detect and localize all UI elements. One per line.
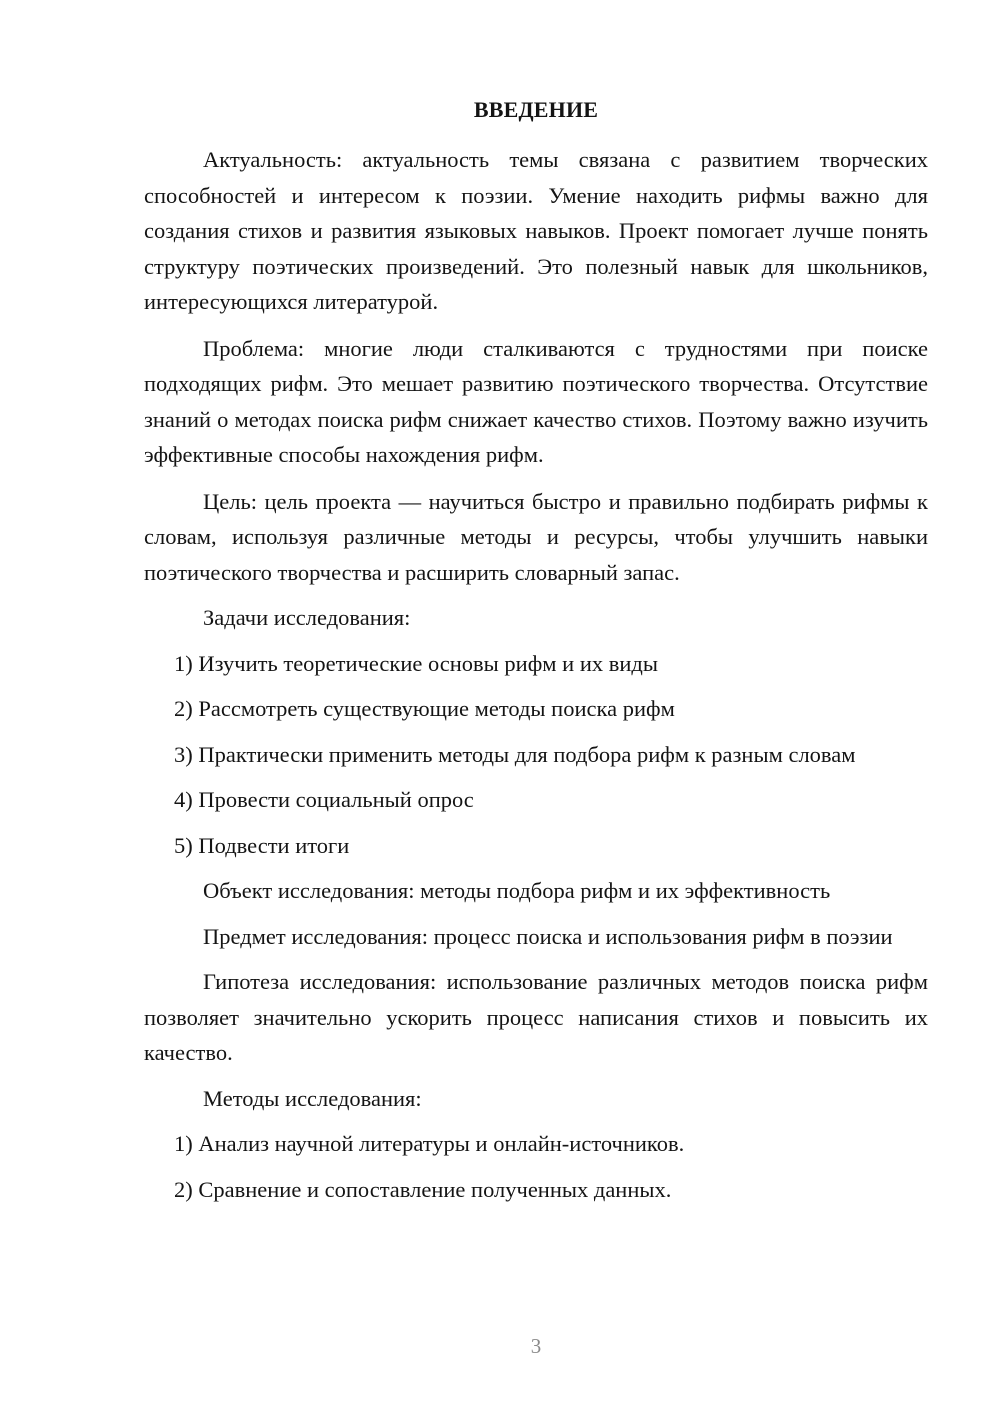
- method-item-2: 2) Сравнение и сопоставление полученных данных.: [174, 1176, 672, 1202]
- task-item-4: 4) Провести социальный опрос: [174, 787, 474, 812]
- document-body: [144, 142, 928, 1207]
- relevance-paragraph: Актуальность: актуальность темы связана с развитием творческих способностей и интересом к поэзии. Умение находить рифмы важно для создания стихов и развития языковых навыков. Проект помогает лучше понять структуру поэтических произведений. Это полезный навык для школьников, интересующихся литературой.: [144, 147, 928, 314]
- goal-paragraph: Цель: цель проекта — научиться быстро и правильно подбирать рифмы к словам, используя различные методы и ресурсы, чтобы улучшить навыки поэтического творчества и расширить словарный запас.: [144, 488, 928, 585]
- page-title: ВВЕДЕНИЕ: [473, 97, 599, 122]
- task-item-3: 3) Практически применить методы для подбора рифм к разным словам: [174, 741, 856, 767]
- task-item-1: 1) Изучить теоретические основы рифм и их виды: [174, 650, 658, 676]
- method-item-1: 1) Анализ научной литературы и онлайн-источников.: [174, 1131, 685, 1156]
- task-item-2: 2) Рассмотреть существующие методы поиска рифм: [174, 696, 675, 721]
- subject-paragraph: Предмет исследования: процесс поиска и использования рифм в поэзии: [203, 923, 893, 949]
- object-paragraph: Объект исследования: методы подбора рифм и их эффективность: [203, 878, 831, 903]
- tasks-heading: Задачи исследования:: [203, 605, 411, 630]
- page-number: 3: [530, 1334, 542, 1358]
- task-item-5: 5) Подвести итоги: [174, 832, 350, 858]
- methods-heading: Методы исследования:: [203, 1085, 422, 1111]
- hypothesis-paragraph: Гипотеза исследования: использование различных методов поиска рифм позволяет значительно ускорить процесс написания стихов и повысить их качество.: [144, 969, 928, 1065]
- problem-paragraph: Проблема: многие люди сталкиваются с трудностями при поиске подходящих рифм. Это мешает развитию поэтического творчества. Отсутствие знаний о методах поиска рифм снижает качество стихов. Поэтому важно изучить эффективные способы нахождения рифм.: [144, 335, 928, 467]
